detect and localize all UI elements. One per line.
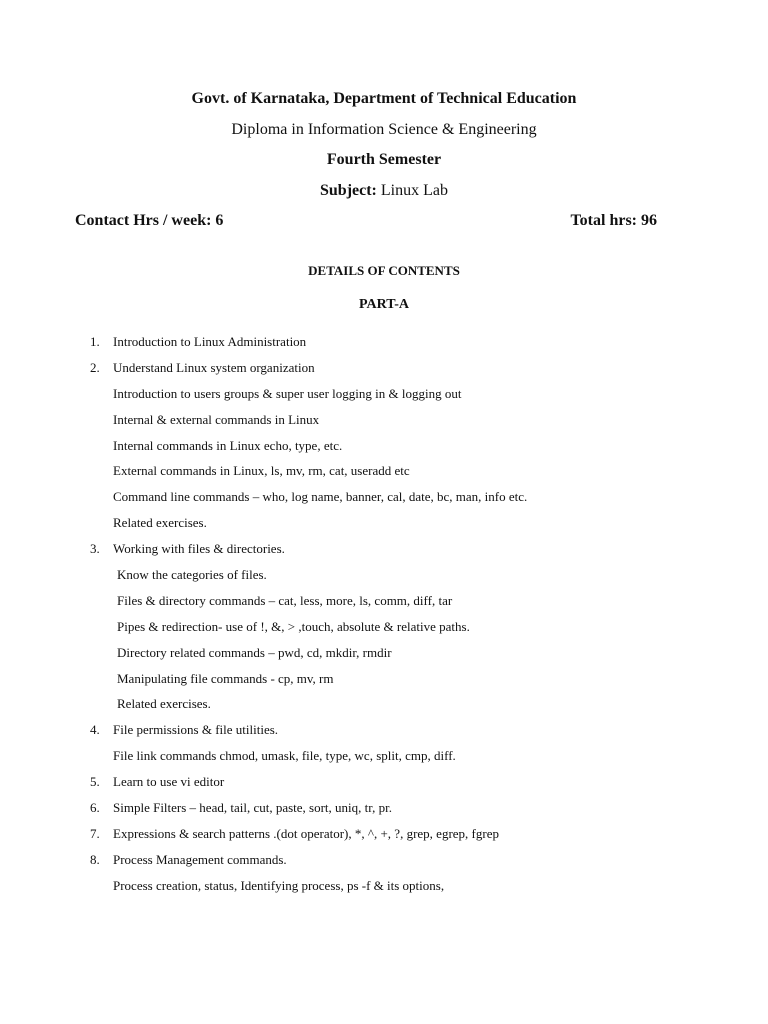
list-item — [0, 536, 768, 562]
item-text: Related exercises. — [117, 696, 211, 712]
list-item — [0, 355, 768, 381]
list-item — [0, 614, 768, 640]
item-number: 7. — [90, 825, 100, 841]
item-text: Introduction to Linux Administration — [113, 334, 307, 349]
list-item — [0, 329, 768, 355]
item-text: Pipes & redirection- use of !, &, > ,touch, absolute & relative paths. — [117, 618, 470, 634]
list-item — [0, 847, 768, 873]
item-text: Understand Linux system organization — [113, 359, 315, 375]
item-text: Command line commands – who, log name, banner, cal, date, bc, man, info etc. — [113, 489, 528, 505]
content-list — [0, 329, 768, 899]
subject-label: Subject: — [320, 182, 377, 199]
semester-heading: Fourth Semester — [326, 151, 442, 168]
item-text: Working with files & directories. — [113, 541, 285, 557]
list-item — [0, 562, 768, 588]
list-item — [0, 484, 768, 510]
department-heading: Govt. of Karnataka, Department of Technical Education — [191, 90, 577, 107]
list-item — [0, 433, 768, 459]
total-hours: Total hrs: 96 — [570, 212, 657, 229]
item-text: Expressions & search patterns .(dot operator), *, ^, +, ?, grep, egrep, fgrep — [113, 825, 499, 841]
section-title: DETAILS OF CONTENTS — [308, 263, 460, 278]
diploma-heading: Diploma in Information Science & Engineering — [231, 121, 537, 138]
item-text: Directory related commands – pwd, cd, mkdir, rmdir — [117, 644, 392, 660]
item-number: 6. — [90, 800, 100, 816]
item-text: Internal & external commands in Linux — [113, 411, 320, 427]
item-text: Files & directory commands – cat, less, more, ls, comm, diff, tar — [117, 592, 453, 608]
contact-hours: Contact Hrs / week: 6 — [75, 212, 224, 229]
list-item — [0, 588, 768, 614]
item-text: File permissions & file utilities. — [113, 722, 279, 738]
list-item — [0, 666, 768, 692]
item-number: 2. — [90, 359, 100, 375]
list-item — [0, 743, 768, 769]
list-item — [0, 873, 768, 899]
item-text: Process creation, status, Identifying process, ps -f & its options, — [113, 877, 445, 893]
subject-heading — [0, 182, 768, 200]
item-text: Process Management commands. — [113, 851, 287, 867]
item-text: Know the categories of files. — [117, 567, 267, 583]
item-text: Introduction to users groups & super user logging in & logging out — [113, 385, 462, 401]
list-item — [0, 381, 768, 407]
item-text: Manipulating file commands - cp, mv, rm — [117, 670, 334, 686]
list-item — [0, 691, 768, 717]
item-text: File link commands chmod, umask, file, type, wc, split, cmp, diff. — [113, 748, 456, 764]
item-text: Simple Filters – head, tail, cut, paste, sort, uniq, tr, pr. — [113, 800, 392, 816]
list-item — [0, 795, 768, 821]
list-item — [0, 510, 768, 536]
item-text: External commands in Linux, ls, mv, rm, cat, useradd etc — [113, 463, 410, 479]
item-number: 3. — [90, 541, 100, 557]
list-item — [0, 821, 768, 847]
item-number: 8. — [90, 851, 100, 867]
list-item — [0, 640, 768, 666]
subject-value: Linux Lab — [376, 182, 448, 199]
item-number: 1. — [90, 334, 100, 349]
item-number: 5. — [90, 774, 100, 790]
item-text: Related exercises. — [113, 515, 207, 531]
list-item — [0, 458, 768, 484]
item-text: Learn to use vi editor — [113, 774, 225, 790]
item-number: 4. — [90, 722, 100, 738]
list-item — [0, 717, 768, 743]
item-text: Internal commands in Linux echo, type, etc. — [113, 437, 343, 453]
list-item — [0, 769, 768, 795]
part-title: PART-A — [358, 297, 410, 312]
list-item — [0, 407, 768, 433]
